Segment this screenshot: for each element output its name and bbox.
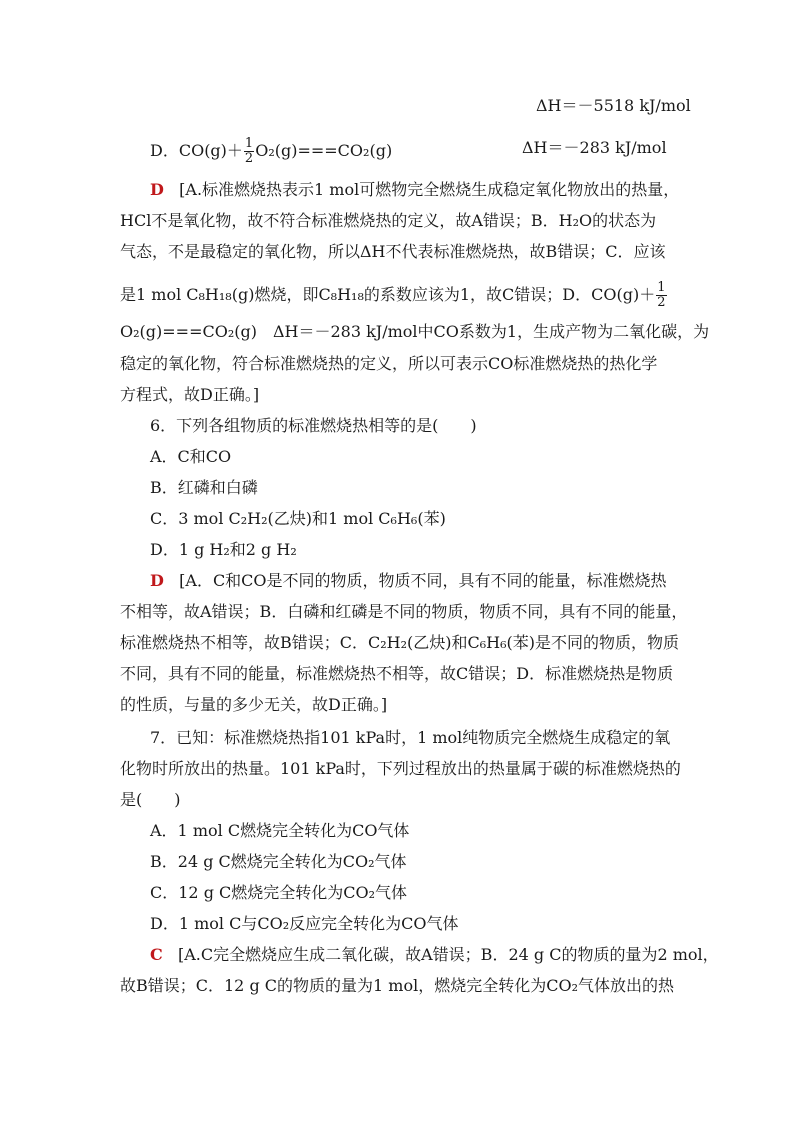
q7-option-d: D．1 mol C与CO₂反应完全转化为CO气体 <box>150 914 459 933</box>
delta-h-value: ΔH＝－5518 kJ/mol <box>536 96 691 115</box>
q6-explanation-line: 不相等，故A错误；B．白磷和红磷是不同的物质，物质不同，具有不同的能量， <box>120 602 688 621</box>
q5-option-d-delta-h: ΔH＝－283 kJ/mol <box>522 138 667 157</box>
q5-explanation-line: 稳定的氧化物，符合标准燃烧热的定义，所以可表示CO标准燃烧热的热化学 <box>120 354 658 373</box>
q6-explanation-line: 的性质，与量的多少无关，故D正确。] <box>120 695 388 714</box>
q7-explanation-line: C [A.C完全燃烧应生成二氧化碳，故A错误；B．24 g C的物质的量为2 mol， <box>150 945 719 964</box>
half-fraction: $\frac{1}{2}$ <box>657 280 666 310</box>
q5-explanation-line: O₂(g)===CO₂(g) ΔH＝－283 kJ/mol中CO系数为1，生成产物为二氧化碳，为 <box>120 322 710 341</box>
q5-option-d-pre: D．CO(g)＋ <box>150 141 243 160</box>
q6-option-c: C．3 mol C₂H₂(乙炔)和1 mol C₆H₆(苯) <box>150 509 446 528</box>
q7-stem: 是( ) <box>120 790 181 809</box>
q7-stem: 化物时所放出的热量。101 kPa时，下列过程放出的热量属于碳的标准燃烧热的 <box>120 759 681 778</box>
q6-explanation-line: 标准燃烧热不相等，故B错误；C．C₂H₂(乙炔)和C₆H₆(苯)是不同的物质，物质 <box>120 633 680 652</box>
q5-explanation-line: D [A.标准燃烧热表示1 mol可燃物完全燃烧生成稳定氧化物放出的热量， <box>150 180 680 199</box>
q6-option-b: B．红磷和白磷 <box>150 478 258 497</box>
q7-stem: 7．已知：标准燃烧热指101 kPa时，1 mol纯物质完全燃烧生成稳定的氧 <box>150 728 671 747</box>
q6-stem: 6．下列各组物质的标准燃烧热相等的是( ) <box>150 416 477 435</box>
q7-explanation-line: 故B错误；C．12 g C的物质的量为1 mol，燃烧完全转化为CO₂气体放出的热 <box>120 976 674 995</box>
answer-letter: D <box>150 571 164 590</box>
q7-option-b: B．24 g C燃烧完全转化为CO₂气体 <box>150 852 407 871</box>
q7-option-c: C．12 g C燃烧完全转化为CO₂气体 <box>150 883 408 902</box>
answer-letter: C <box>150 945 163 964</box>
answer-letter: D <box>150 180 164 199</box>
q5-option-d-post: O₂(g)===CO₂(g) <box>255 141 393 160</box>
q6-option-a: A．C和CO <box>150 447 232 466</box>
q6-explanation-line: D [A．C和CO是不同的物质，物质不同，具有不同的能量，标准燃烧热 <box>150 571 667 590</box>
half-fraction: $\frac{1}{2}$ <box>244 136 254 166</box>
q6-option-d: D．1 g H₂和2 g H₂ <box>150 540 297 559</box>
q5-explanation-line: 是1 mol C₈H₁₈(g)燃烧，即C₈H₁₈的系数应该为1，故C错误；D．CO(g)＋ $\frac{1}{2}$ <box>120 280 666 310</box>
q5-explanation-line: HCl不是氧化物，故不符合标准燃烧热的定义，故A错误；B．H₂O的状态为 <box>120 211 657 230</box>
q5-option-d <box>150 137 392 166</box>
q5-explanation-line: 气态，不是最稳定的氧化物，所以ΔH不代表标准燃烧热，故B错误；C．应该 <box>120 242 666 261</box>
q6-explanation-line: 不同，具有不同的能量，标准燃烧热不相等，故C错误；D．标准燃烧热是物质 <box>120 664 674 683</box>
q5-explanation-line: 方程式，故D正确。] <box>120 385 260 404</box>
q7-option-a: A．1 mol C燃烧完全转化为CO气体 <box>150 821 410 840</box>
